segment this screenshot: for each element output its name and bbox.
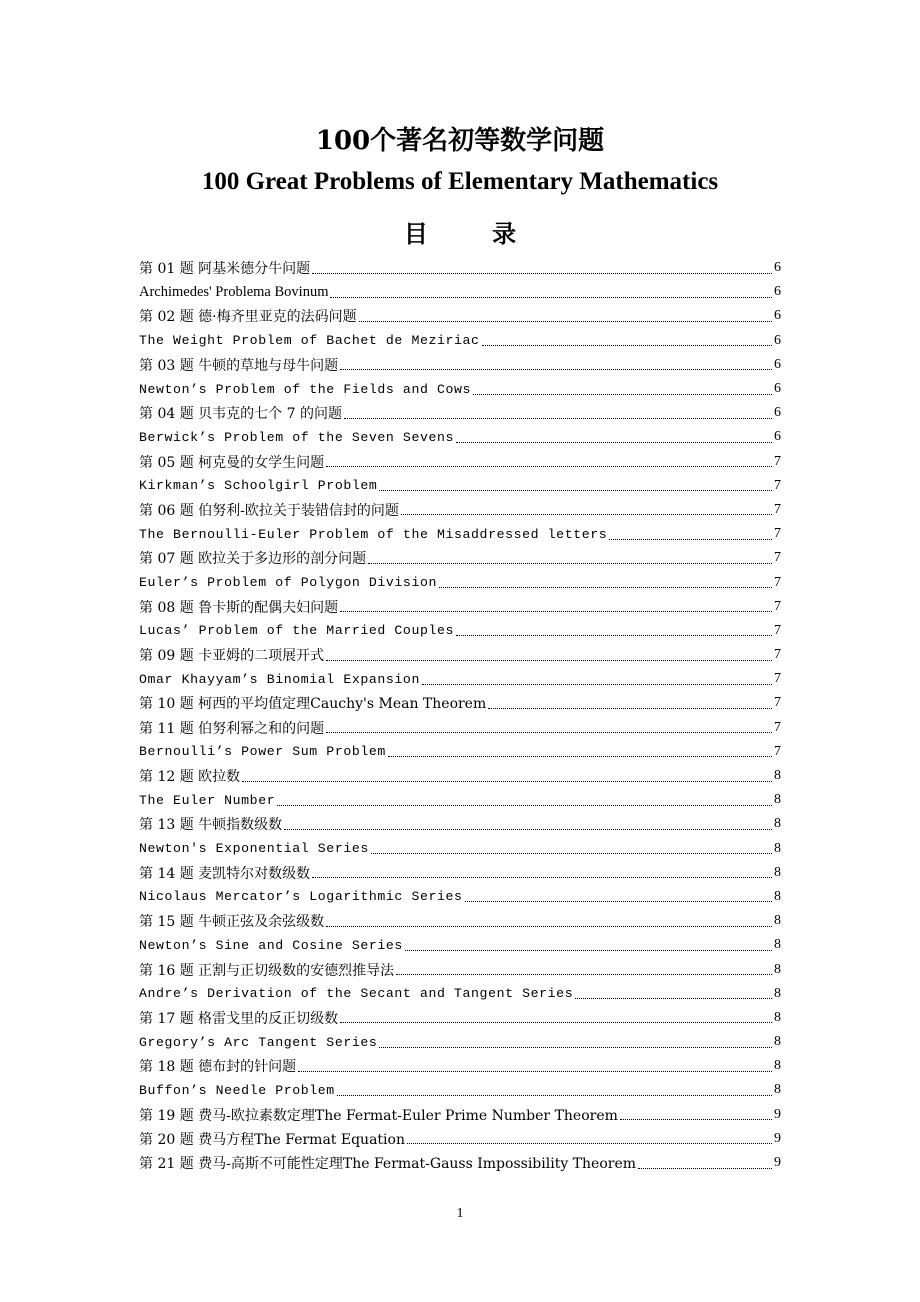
dot-leader [284,829,772,830]
toc-entry-page: 8 [774,1009,781,1025]
toc-entry-page: 8 [774,937,781,953]
toc-entry-page: 6 [774,356,781,372]
toc-entry-title: Buffon’s Needle Problem [139,1082,335,1098]
dot-leader [439,587,772,588]
toc-entry[interactable] [139,716,781,740]
page-number: 1 [456,1206,464,1221]
toc-entry-page: 7 [774,550,781,566]
toc-entry-title: Euler’s Problem of Polygon Division [139,575,437,591]
toc-entry[interactable] [139,861,781,885]
toc-entry[interactable] [139,1078,781,1102]
toc-entry-title: 第 02 题 德·梅齐里亚克的法码问题 [139,309,357,326]
toc-entry-page: 8 [774,840,781,856]
toc-entry-page: 8 [774,1034,781,1050]
toc-entry[interactable] [139,957,781,981]
toc-entry-page: 8 [774,961,781,977]
toc-entry-page: 7 [774,574,781,590]
dot-leader [326,732,772,733]
toc-entry-title: Archimedes' Problema Bovinum [139,283,329,300]
toc-entry[interactable] [139,474,781,498]
toc-entry-title: Bernoulli’s Power Sum Problem [139,744,386,760]
toc-entry-title: Andre’s Derivation of the Secant and Tangent Series [139,986,574,1002]
toc-entry[interactable] [139,837,781,861]
toc-entry-page: 6 [774,308,781,324]
toc-entry[interactable] [139,1127,781,1151]
toc-entry[interactable] [139,304,781,328]
toc-entry-page: 7 [774,647,781,663]
dot-leader [368,563,772,564]
toc-entry[interactable] [139,450,781,474]
toc-entry-page: 6 [774,405,781,421]
toc-heading: 目 录 [403,219,545,248]
toc-entry-title: 第 10 题 柯西的平均值定理Cauchy's Mean Theorem [139,696,487,713]
toc-entry[interactable] [139,619,781,643]
toc-entry-title: 第 13 题 牛顿指数级数 [139,817,283,834]
toc-entry-title: 第 11 题 伯努利幂之和的问题 [139,720,325,737]
toc-entry-title: Gregory’s Arc Tangent Series [139,1034,378,1050]
toc-entry-page: 7 [774,695,781,711]
dot-leader [337,1095,772,1096]
table-of-contents [139,256,781,1175]
toc-entry-page: 7 [774,743,781,759]
toc-entry-page: 7 [774,671,781,687]
toc-entry[interactable] [139,546,781,570]
dot-leader [330,297,772,298]
toc-entry-page: 6 [774,332,781,348]
dot-leader [340,611,772,612]
dot-leader [340,1022,772,1023]
dot-leader [277,805,772,806]
toc-entry-page: 8 [774,792,781,808]
dot-leader [401,514,772,515]
toc-entry-title: Newton’s Sine and Cosine Series [139,937,403,953]
toc-entry-title: The Weight Problem of Bachet de Meziriac [139,333,480,349]
toc-entry-title: 第 03 题 牛顿的草地与母牛问题 [139,357,339,374]
toc-entry-title: 第 16 题 正割与正切级数的安德烈推导法 [139,962,395,979]
toc-entry-title: 第 19 题 费马-欧拉素数定理The Fermat-Euler Prime Number Theorem [139,1107,618,1124]
dot-leader [638,1168,772,1169]
dot-leader [326,466,772,467]
toc-entry[interactable] [139,595,781,619]
toc-entry-title: Newton's Exponential Series [139,841,369,857]
toc-entry-page: 8 [774,768,781,784]
toc-entry[interactable] [139,1006,781,1030]
dot-leader [344,418,772,419]
dot-leader [359,321,772,322]
toc-entry[interactable] [139,498,781,522]
toc-entry-title: 第 14 题 麦凯特尔对数级数 [139,865,311,882]
toc-entry[interactable] [139,812,781,836]
toc-entry-title: 第 05 题 柯克曼的女学生问题 [139,454,325,471]
toc-entry[interactable] [139,377,781,401]
toc-entry[interactable] [139,1103,781,1127]
toc-entry-page: 8 [774,1058,781,1074]
toc-entry[interactable] [139,1054,781,1078]
toc-entry-page: 8 [774,864,781,880]
toc-entry-title: 第 06 题 伯努利-欧拉关于装错信封的问题 [139,502,399,519]
dot-leader [482,345,772,346]
dot-leader [326,926,772,927]
toc-entry-title: 第 15 题 牛顿正弦及余弦级数 [139,914,325,931]
toc-entry-page: 7 [774,453,781,469]
dot-leader [405,950,772,951]
toc-entry-page: 8 [774,888,781,904]
toc-entry[interactable] [139,643,781,667]
toc-entry-title: Berwick’s Problem of the Seven Sevens [139,429,455,445]
toc-entry-page: 9 [774,1130,781,1146]
dot-leader [620,1119,772,1120]
toc-entry-page: 7 [774,719,781,735]
toc-entry[interactable] [139,691,781,715]
toc-entry[interactable] [139,933,781,957]
toc-entry-title: Lucas’ Problem of the Married Couples [139,623,455,639]
toc-entry-title: 第 01 题 阿基米德分牛问题 [139,261,311,278]
dot-leader [312,877,772,878]
toc-entry[interactable] [139,1030,781,1054]
toc-entry-page: 9 [774,1155,781,1171]
dot-leader [396,974,772,975]
dot-leader [312,273,772,274]
toc-entry-page: 7 [774,622,781,638]
toc-entry-page: 7 [774,598,781,614]
dot-leader [388,756,772,757]
dot-leader [609,539,772,540]
dot-leader [379,490,772,491]
dot-leader [326,660,772,661]
toc-entry[interactable] [139,740,781,764]
toc-entry[interactable] [139,329,781,353]
toc-entry[interactable] [139,667,781,691]
dot-leader [456,442,772,443]
dot-leader [465,901,772,902]
toc-entry-page: 6 [774,381,781,397]
toc-entry-title: 第 07 题 欧拉关于多边形的剖分问题 [139,551,367,568]
toc-entry-title: 第 09 题 卡亚姆的二项展开式 [139,648,325,665]
toc-entry-page: 9 [774,1106,781,1122]
toc-entry-page: 8 [774,913,781,929]
dot-leader [371,853,772,854]
document-title-chinese: 100个著名初等数学问题 [315,126,605,156]
toc-entry-title: 第 17 题 格雷戈里的反正切级数 [139,1010,339,1027]
toc-entry[interactable] [139,788,781,812]
dot-leader [298,1071,772,1072]
toc-entry[interactable] [139,425,781,449]
toc-entry[interactable] [139,982,781,1006]
toc-entry-page: 7 [774,477,781,493]
toc-entry-page: 7 [774,501,781,517]
toc-entry-page: 8 [774,985,781,1001]
toc-entry[interactable] [139,522,781,546]
toc-entry-page: 6 [774,429,781,445]
toc-entry[interactable] [139,256,781,280]
toc-entry-title: The Bernoulli-Euler Problem of the Misaddressed letters [139,526,608,542]
toc-entry-title: 第 18 题 德布封的针问题 [139,1059,297,1076]
dot-leader [488,708,772,709]
toc-entry[interactable] [139,1151,781,1175]
toc-entry[interactable] [139,401,781,425]
dot-leader [407,1143,772,1144]
toc-entry-title: 第 21 题 费马-高斯不可能性定理The Fermat-Gauss Impossibility Theorem [139,1156,636,1173]
toc-entry-title: 第 08 题 鲁卡斯的配偶夫妇问题 [139,599,339,616]
dot-leader [340,369,772,370]
toc-entry-title: Newton’s Problem of the Fields and Cows [139,381,472,397]
toc-entry-title: 第 12 题 欧拉数 [139,769,241,786]
dot-leader [422,684,772,685]
document-title-english: 100 Great Problems of Elementary Mathematics [201,168,719,195]
toc-entry-page: 8 [774,816,781,832]
toc-entry-page: 7 [774,526,781,542]
dot-leader [575,998,772,999]
toc-entry-title: The Euler Number [139,792,276,808]
toc-entry-title: Kirkman’s Schoolgirl Problem [139,478,378,494]
toc-entry-page: 6 [774,284,781,300]
toc-entry[interactable] [139,909,781,933]
toc-entry-page: 6 [774,260,781,276]
toc-entry[interactable] [139,885,781,909]
toc-entry-title: Omar Khayyam’s Binomial Expansion [139,671,420,687]
toc-entry[interactable] [139,280,781,304]
toc-entry[interactable] [139,570,781,594]
toc-entry-title: 第 04 题 贝韦克的七个 7 的问题 [139,406,342,423]
dot-leader [456,635,772,636]
toc-entry-title: 第 20 题 费马方程The Fermat Equation [139,1131,405,1148]
dot-leader [242,781,772,782]
toc-entry[interactable] [139,764,781,788]
dot-leader [379,1047,772,1048]
toc-entry-page: 8 [774,1082,781,1098]
toc-entry-title: Nicolaus Mercator’s Logarithmic Series [139,889,463,905]
dot-leader [473,394,772,395]
toc-entry[interactable] [139,353,781,377]
